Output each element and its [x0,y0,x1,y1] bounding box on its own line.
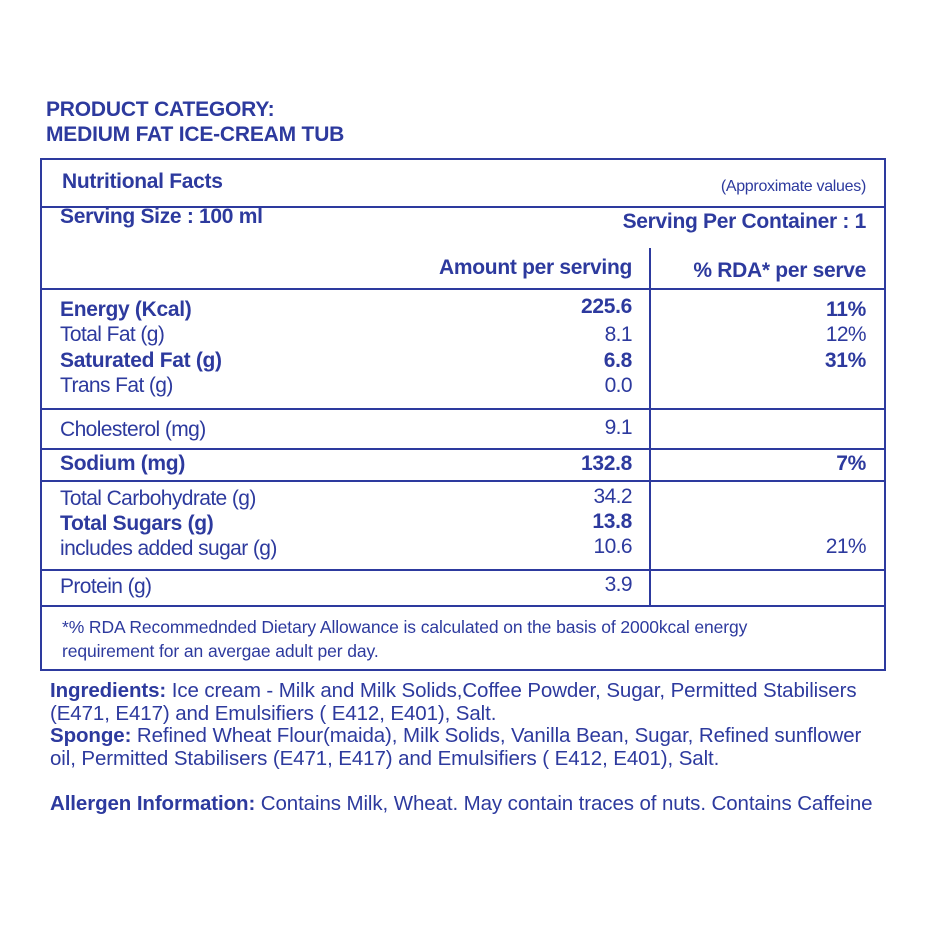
category-heading: PRODUCT CATEGORY: [46,98,275,121]
nutrient-amount-saturated-fat: 6.8 [603,349,632,372]
category-value: MEDIUM FAT ICE-CREAM TUB [46,123,345,146]
column-header-amount: Amount per serving [439,256,632,279]
nutrient-rda-saturated-fat: 31% [824,349,866,372]
nutrient-label-protein: Protein (g) [60,575,152,598]
column-header-rda: % RDA* per serve [693,259,866,282]
nutrition-title: Nutritional Facts [62,170,223,193]
rda-footnote-line-2: requirement for an avergae adult per day. [62,641,379,661]
nutrient-amount-energy: 225.6 [580,295,632,318]
ingredients-paragraph [50,680,890,725]
nutrient-amount-trans-fat: 0.0 [604,374,632,397]
divider-after-sodium [42,480,884,482]
nutrient-label-saturated-fat: Saturated Fat (g) [60,349,222,372]
nutrient-label-total-sugars: Total Sugars (g) [60,512,214,535]
sponge-text: Refined Wheat Flour(maida), Milk Solids, Vanilla Bean, Sugar, Refined sunflower oil, Permitted Stabilisers (E471, E417) and Emulsifiers ( E412, E401), Salt. [50,724,862,770]
nutrition-facts-table [40,158,886,671]
nutrient-amount-total-carbohydrate: 34.2 [593,485,632,508]
nutrient-label-added-sugar: includes added sugar (g) [60,537,277,560]
divider-after-header [42,288,884,290]
nutrient-label-sodium: Sodium (mg) [60,452,186,475]
allergen-label: Allergen Information: [50,792,256,815]
nutrient-amount-protein: 3.9 [604,573,632,596]
nutrient-rda-added-sugar: 21% [825,535,866,558]
sponge-label: Sponge: [50,724,132,747]
divider-after-cholesterol [42,448,884,450]
allergen-text: Contains Milk, Wheat. May contain traces of nuts. Contains Caffeine [255,792,873,815]
nutrient-amount-cholesterol: 9.1 [604,416,632,439]
nutrient-label-total-fat: Total Fat (g) [60,323,165,346]
nutrient-rda-energy: 11% [826,298,866,321]
nutrient-amount-sodium: 132.8 [580,452,632,475]
product-category [46,97,344,147]
nutrient-amount-total-fat: 8.1 [604,323,632,346]
serving-size: Serving Size : 100 ml [60,205,263,228]
nutrient-rda-sodium: 7% [836,452,866,475]
nutrient-label-trans-fat: Trans Fat (g) [60,374,173,397]
serving-per-container: Serving Per Container : 1 [622,210,866,233]
nutrient-label-cholesterol: Cholesterol (mg) [60,418,206,441]
nutrient-rda-total-fat: 12% [825,323,866,346]
nutrient-label-total-carbohydrate: Total Carbohydrate (g) [60,487,256,510]
ingredients-label: Ingredients: [50,679,167,702]
nutrient-label-energy: Energy (Kcal) [60,298,192,321]
allergen-paragraph [50,793,890,816]
divider-after-protein [42,605,884,607]
divider-after-fats [42,408,884,410]
ingredients-section [50,680,890,816]
ingredients-text: Ice cream - Milk and Milk Solids,Coffee Powder, Sugar, Permitted Stabilisers (E471, E417) and Emulsifiers ( E412, E401), Salt. [50,679,857,725]
nutrient-amount-total-sugars: 13.8 [592,510,632,533]
divider-after-carbs [42,569,884,571]
approximate-values-note: (Approximate values) [720,178,866,195]
sponge-paragraph [50,725,890,770]
column-divider [649,248,651,605]
rda-footnote-line-1: *% RDA Recommednded Dietary Allowance is calculated on the basis of 2000kcal energy [62,617,748,637]
nutrient-amount-added-sugar: 10.6 [593,535,632,558]
